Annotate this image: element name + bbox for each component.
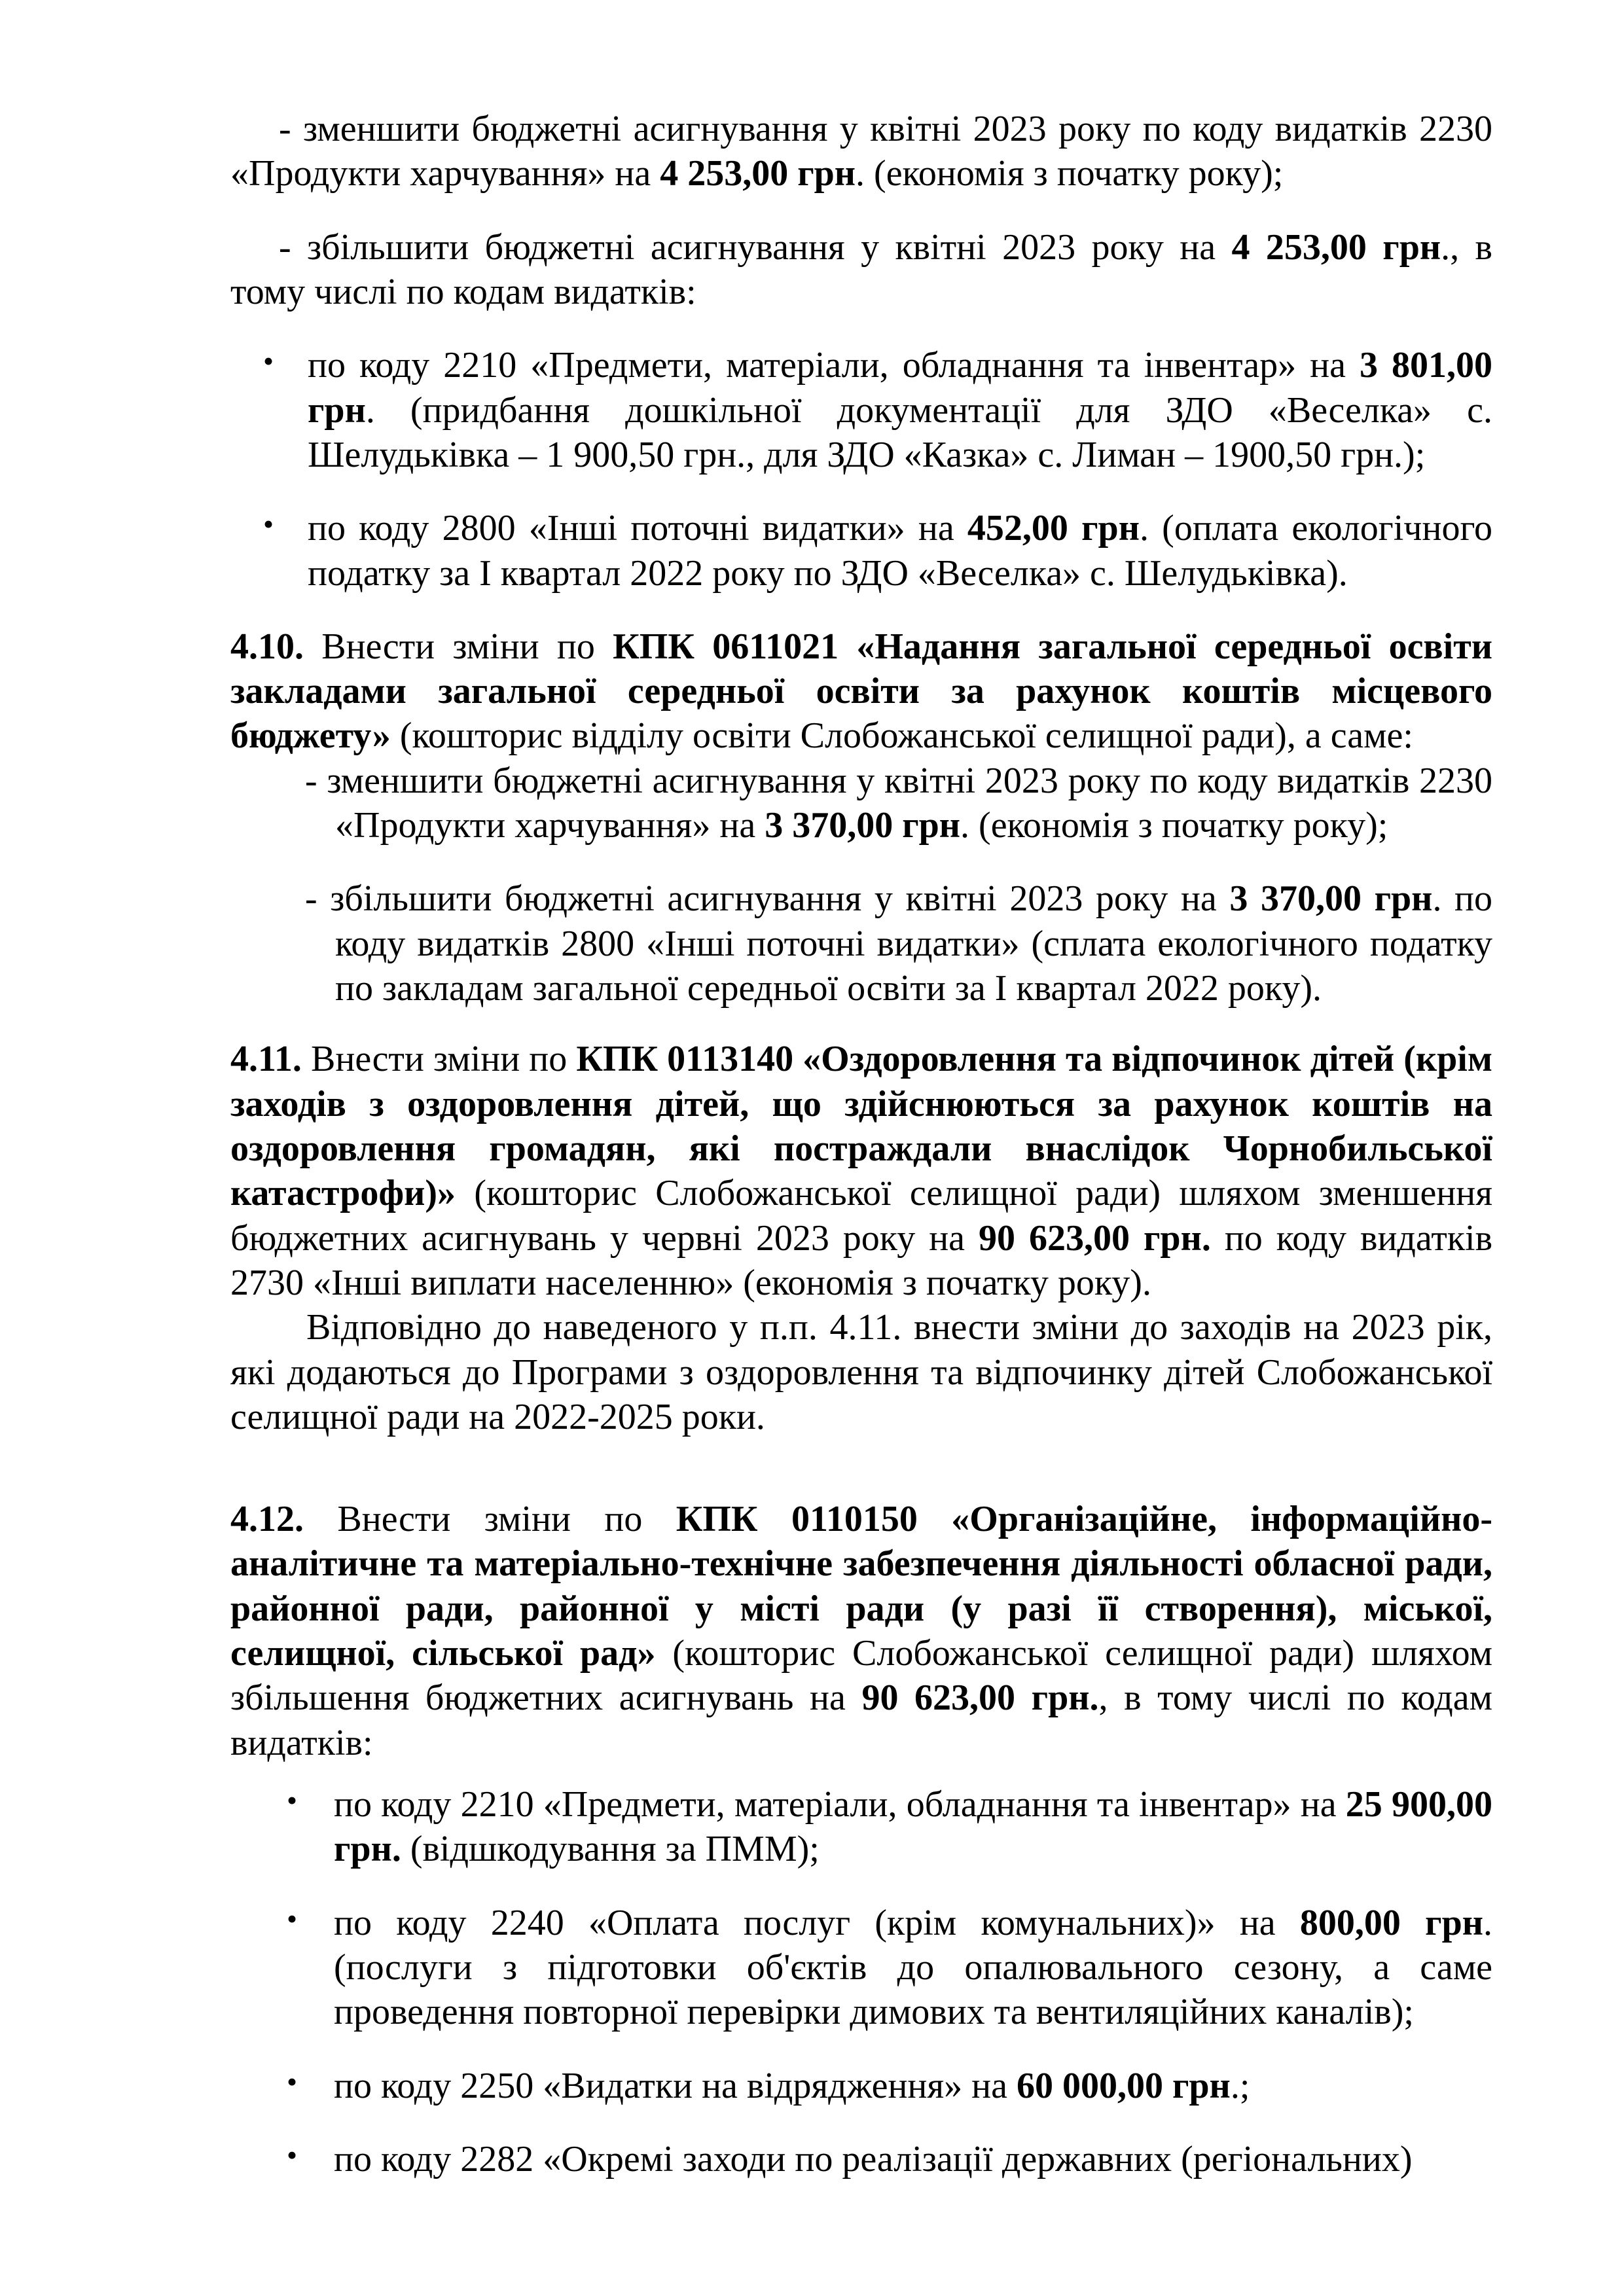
para-program-update — [230, 1305, 1492, 1439]
bullet-2240-800 — [230, 1901, 1492, 2035]
text-run: . (оплата екологічного податку за І квартал 2022 року по ЗДО «Веселка» с. Шелудьківка). — [308, 508, 1493, 594]
text-run: - зменшити бюджетні асигнування у квітні 2023 року по коду видатків 2230 «Продукти харчування» на — [230, 109, 1492, 194]
amount-run: 3 370,00 грн — [1229, 878, 1433, 920]
bullet-2800-452 — [230, 506, 1492, 596]
bullet-icon: • — [263, 344, 274, 378]
text-run: Відповідно до наведеного у п.п. 4.11. внести зміни до заходів на 2023 рік, які додаються до Програми з оздоровлення та відпочинку дітей Слобожанської селищної ради на 2022-2025 роки. — [230, 1307, 1492, 1437]
kpk-title-run: КПК 0110150 «Організаційне, інформаційно-аналітичне та матеріально-технічне забезпечення діяльності обласної ради, районної ради, районної у місті ради (у разі її створення), міської, селищної, сільської рад» — [230, 1499, 1492, 1674]
kpk-title-run: КПК 0113140 «Оздоровлення та відпочинок дітей (крім заходів з оздоровлення дітей, що здійснюються за рахунок коштів на оздоровлення громадян, які постраждали внаслідок Чорнобильської катастрофи)» — [230, 1039, 1492, 1214]
text-run: - зменшити бюджетні асигнування у квітні 2023 року по коду видатків 2230 «Продукти харчування» на — [305, 760, 1492, 846]
text-run: .; — [1230, 2065, 1250, 2106]
text-run: - збільшити бюджетні асигнування у квітні 2023 року на — [279, 226, 1232, 268]
bullet-2282 — [230, 2137, 1492, 2181]
text-run: Внести зміни по — [304, 626, 613, 667]
dash-para-increase-total — [230, 225, 1492, 315]
text-run: . (послуги з підготовки об'єктів до опалювального сезону, а саме проведення повторної перевірки димових та вентиляційних каналів); — [334, 1902, 1492, 2033]
text-run: по коду 2210 «Предмети, матеріали, обладнання та інвентар» на — [308, 345, 1360, 386]
text-run: Внести зміни по — [301, 1039, 577, 1080]
text-run: (кошторис відділу освіти Слобожанської селищної ради), а саме: — [390, 715, 1413, 757]
text-run: . (економія з початку року); — [960, 805, 1388, 846]
amount-run: 3 801,00 грн — [308, 345, 1493, 431]
bullet-icon: • — [287, 2138, 298, 2172]
text-run: (кошторис Слобожанської селищної ради) шляхом збільшення бюджетних асигнувань на — [230, 1633, 1493, 1719]
text-run: . (придбання дошкільної документації для ЗДО «Веселка» с. Шелудьківка – 1 900,50 грн., для ЗДО «Казка» с. Лиман – 1900,50 грн.); — [308, 389, 1492, 475]
kpk-title-run: КПК 0611021 «Надання загальної середньої освіти закладами загальної середньої освіти за рахунок коштів місцевого бюджету» — [230, 626, 1492, 757]
amount-run: 25 900,00 грн. — [334, 1784, 1493, 1870]
text-run: - збільшити бюджетні асигнування у квітні 2023 року на — [305, 878, 1230, 920]
section-4-11 — [230, 1037, 1492, 1305]
bullet-icon: • — [263, 507, 274, 541]
document-text — [230, 107, 1492, 2181]
amount-run: 4 253,00 грн — [660, 153, 856, 194]
bullet-icon: • — [287, 1901, 298, 1935]
bullet-2210-3801 — [230, 343, 1492, 477]
text-run: . (економія з початку року); — [856, 153, 1284, 194]
text-run: по коду 2800 «Інші поточні видатки» на — [308, 508, 967, 549]
text-run: по коду 2282 «Окремі заходи по реалізації державних (регіональних) — [334, 2138, 1413, 2179]
text-run: , в тому числі по кодам видатків: — [230, 1677, 1493, 1763]
section-number: 4.10. — [230, 626, 304, 667]
text-run: по коду 2250 «Видатки на відрядження» на — [334, 2065, 1017, 2106]
bullet-icon: • — [287, 2064, 298, 2098]
amount-run: 3 370,00 грн — [765, 805, 961, 846]
bullet-2210-25900 — [230, 1782, 1492, 1872]
bullet-icon: • — [287, 1784, 298, 1817]
section-4-10 — [230, 624, 1492, 759]
section-number: 4.11. — [230, 1039, 302, 1080]
text-run: ., в тому числі по кодам видатків: — [230, 226, 1492, 312]
text-run: Внести зміни по — [304, 1499, 676, 1540]
text-run: по коду 2210 «Предмети, матеріали, обладнання та інвентар» на — [334, 1784, 1346, 1825]
text-run: . по коду видатків 2800 «Інші поточні видатки» (сплата екологічного податку по закладам загальної середньої освіти за І квартал 2022 року). — [335, 878, 1493, 1009]
dash-sub-decrease-2230 — [230, 759, 1492, 848]
dash-sub-increase-2800 — [230, 876, 1492, 1011]
bullet-2250-60000 — [230, 2064, 1492, 2108]
dash-para-decrease-2230 — [230, 107, 1492, 196]
amount-run: 4 253,00 грн — [1231, 226, 1441, 268]
amount-run: 800,00 грн — [1299, 1902, 1483, 1943]
text-run: (відшкодування за ПММ); — [401, 1829, 820, 1870]
text-run: по коду 2240 «Оплата послуг (крім комунальних)» на — [334, 1902, 1300, 1943]
amount-run: 90 623,00 грн. — [861, 1677, 1099, 1719]
section-number: 4.12. — [230, 1499, 304, 1540]
amount-run: 452,00 грн — [967, 508, 1140, 549]
amount-run: 60 000,00 грн — [1016, 2065, 1231, 2106]
text-run: по коду видатків 2730 «Інші виплати населенню» (економія з початку року). — [230, 1217, 1493, 1303]
section-4-12 — [230, 1497, 1492, 1765]
text-run: (кошторис Слобожанської селищної ради) шляхом зменшення бюджетних асигнувань у червні 2023 року на — [230, 1173, 1492, 1259]
amount-run: 90 623,00 грн. — [979, 1217, 1211, 1259]
